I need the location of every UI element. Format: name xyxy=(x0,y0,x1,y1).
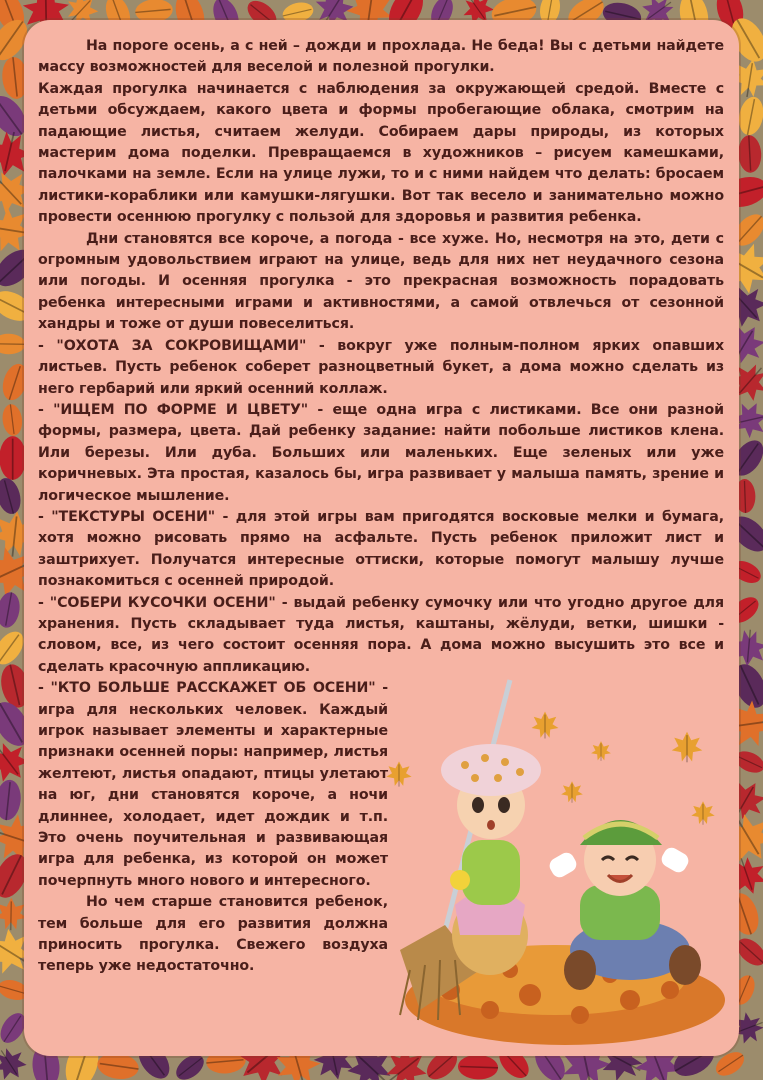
closing-paragraph: Но чем старше становится ребенок, тем больше для его развития должна приносить прогулка. Свежего воздуха теперь уже недостаточно. xyxy=(38,894,388,975)
game-treasure-hunt: - "ОХОТА ЗА СОКРОВИЩАМИ" - вокруг уже полным-полном ярких опавших листьев. Пусть ребенок соберет разноцветный букет, а дома можно сделать из него гербарий или яркий осенний коллаж. xyxy=(38,337,724,397)
border-leaf-icon xyxy=(0,436,26,480)
game-textures: - "ТЕКСТУРЫ ОСЕНИ" - для этой игры вам пригодятся восковые мелки и бумага, хотя можно рисовать прямо на асфальте. Пусть ребенок приложит лист и заштрихует. Получатся интересные оттиски, которые помогут малышу лучше познакомиться с осенней природой. xyxy=(38,508,724,590)
weather-paragraph: Дни становятся все короче, а погода - все хуже. Но, несмотря на это, дети с огромным удовольствием играют на улице, ведь для них нет неудачного сезона или погоды. И осенняя прогулка - это прекрасная возможность порадовать ребенка интересными играми и активностями, а самой отвлечься от сезонной хандры и тоже от души повеселиться. xyxy=(38,230,724,333)
game-collect-pieces: - "СОБЕРИ КУСОЧКИ ОСЕНИ" - выдай ребенку сумочку или что угодно другое для хранения. Пусть складывает туда листья, каштаны, жёлуди, ветки, шишки - словом, все, из чего состоит осенняя пора. А дома можно высушить это все и сделать красочную аппликацию. xyxy=(38,594,724,675)
game-tell-about-autumn: - "КТО БОЛЬШЕ РАССКАЖЕТ ОБ ОСЕНИ" - игра для нескольких человек. Каждый игрок называет элементы и характерные признаки осенней поры: например, листья желтеют, листья опадают, птицы улетают на юг, дни становятся короче, а ночи длиннее, холодает, идет дождик и т.п. Это очень поучительная и развивающая игра для ребенка, из которой он может почерпнуть много нового и интересного. xyxy=(38,680,388,889)
intro-paragraph: На пороге осень, а с ней – дожди и прохлада. Не беда! Вы с детьми найдете массу возможностей для веселой и полезной прогулки. xyxy=(38,38,724,76)
children-in-autumn-leaves-illustration xyxy=(380,670,730,1050)
walk-paragraph: Каждая прогулка начинается с наблюдения за окружающей средой. Вместе с детьми обсуждаем, какого цвета и формы пробегающие облака, смотрим на падающие листья, считаем желуди. Собираем дары природы, из которых мастерим дома поделки. Превращаемся в художников – рисуем камешками, палочками на земле. Если на улице лужи, то и с ними найдем что делать: бросаем листики-кораблики или камушки-лягушки. Вот так весело и занимательно можно провести осеннюю прогулку с пользой для здоровья и развития ребенка. xyxy=(38,80,724,226)
game-shape-color: - "ИЩЕМ ПО ФОРМЕ И ЦВЕТУ" - еще одна игра с листиками. Все они разной формы, размера, цвета. Дай ребенку задание: найти побольше листиков клена. Или березы. Или дуба. Больших или маленьких. Еще зеленых или уже коричневых. Эта простая, казалось бы, игра развивает у малыша память, зрение и логическое мышление. xyxy=(38,401,724,504)
